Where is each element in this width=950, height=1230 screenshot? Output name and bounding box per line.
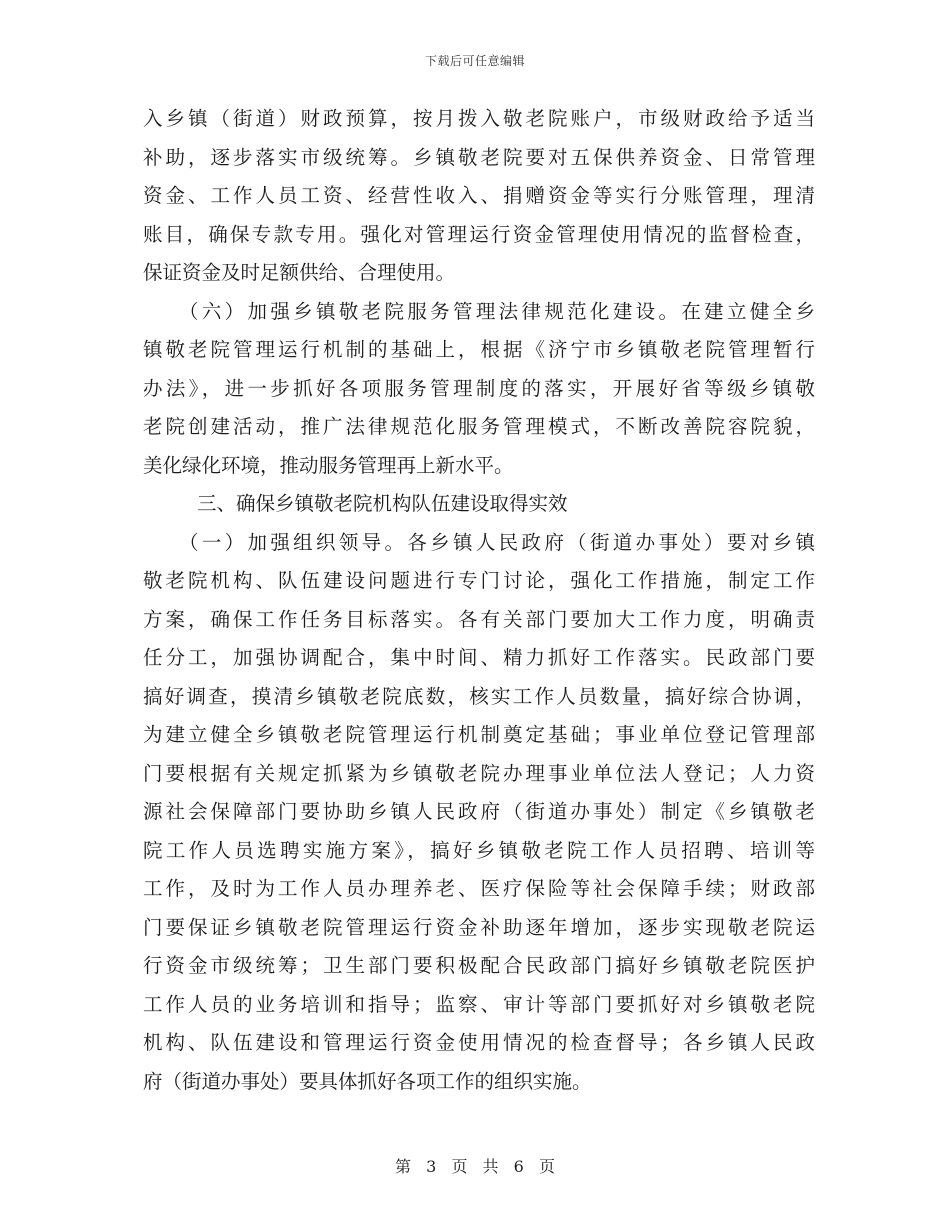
page-footer [0, 1154, 950, 1177]
text-line: 账目，确保专款专用。强化对管理运行资金管理使用情况的监督检查， [143, 222, 815, 246]
text-line: 入乡镇（街道）财政预算，按月拨入敬老院账户，市级财政给予适当 [143, 107, 815, 130]
text-line: 搞好调查，摸清乡镇敬老院底数，核实工作人员数量，搞好综合协调， [143, 684, 815, 708]
text-line: 源社会保障部门要协助乡镇人民政府（街道办事处）制定《乡镇敬老 [143, 800, 815, 823]
text-line: 美化绿化环境，推动服务管理再上新水平。 [143, 453, 514, 477]
document-body [143, 100, 815, 1101]
text-line: （一）加强组织领导。各乡镇人民政府（街道办事处）要对乡镇 [179, 530, 815, 554]
text-line: 院工作人员选聘实施方案》，搞好乡镇敬老院工作人员招聘、培训等 [143, 838, 815, 862]
text-line: 工作人员的业务培训和指导；监察、审计等部门要抓好对乡镇敬老院 [143, 992, 815, 1016]
section-heading: 三、确保乡镇敬老院机构队伍建设取得实效 [197, 492, 568, 515]
text-line: （六）加强乡镇敬老院服务管理法律规范化建设。在建立健全乡 [179, 299, 815, 323]
footer-total-label: 共 [482, 1157, 499, 1176]
footer-page-label: 第 [395, 1157, 412, 1176]
footer-total-unit: 页 [538, 1157, 555, 1176]
text-line: 工作，及时为工作人员办理养老、医疗保险等社会保障手续；财政部 [143, 877, 815, 900]
text-line: 办法》，进一步抓好各项服务管理制度的落实，开展好省等级乡镇敬 [143, 376, 815, 400]
text-line: 为建立健全乡镇敬老院管理运行机制奠定基础；事业单位登记管理部 [143, 723, 815, 746]
text-line: 府（街道办事处）要具体抓好各项工作的组织实施。 [143, 1069, 592, 1093]
text-line: 资金、工作人员工资、经营性收入、捐赠资金等实行分账管理，理清 [143, 184, 815, 207]
page-header: 下载后可任意编辑 [424, 54, 525, 68]
text-line: 门要根据有关规定抓紧为乡镇敬老院办理事业单位法人登记；人力资 [143, 761, 815, 785]
footer-page-unit: 页 [451, 1157, 468, 1176]
text-line: 补助，逐步落实市级统筹。乡镇敬老院要对五保供养资金、日常管理 [143, 145, 815, 169]
text-line: 方案，确保工作任务目标落实。各有关部门要加大工作力度，明确责 [143, 607, 815, 631]
text-line: 敬老院机构、队伍建设问题进行专门讨论，强化工作措施，制定工作 [143, 569, 815, 592]
text-line: 保证资金及时足额供给、合理使用。 [143, 261, 456, 284]
text-line: 任分工，加强协调配合，集中时间、精力抓好工作落实。民政部门要 [143, 646, 815, 669]
text-line: 门要保证乡镇敬老院管理运行资金补助逐年增加，逐步实现敬老院运 [143, 915, 815, 939]
footer-total-number: 6 [513, 1157, 524, 1176]
text-line: 行资金市级统筹；卫生部门要积极配合民政部门搞好乡镇敬老院医护 [143, 954, 815, 977]
text-line: 老院创建活动，推广法律规范化服务管理模式，不断改善院容院貌， [143, 415, 815, 438]
text-line: 机构、队伍建设和管理运行资金使用情况的检查督导；各乡镇人民政 [143, 1031, 815, 1054]
text-line: 镇敬老院管理运行机制的基础上，根据《济宁市乡镇敬老院管理暂行 [143, 338, 815, 361]
footer-page-number: 3 [426, 1157, 437, 1176]
